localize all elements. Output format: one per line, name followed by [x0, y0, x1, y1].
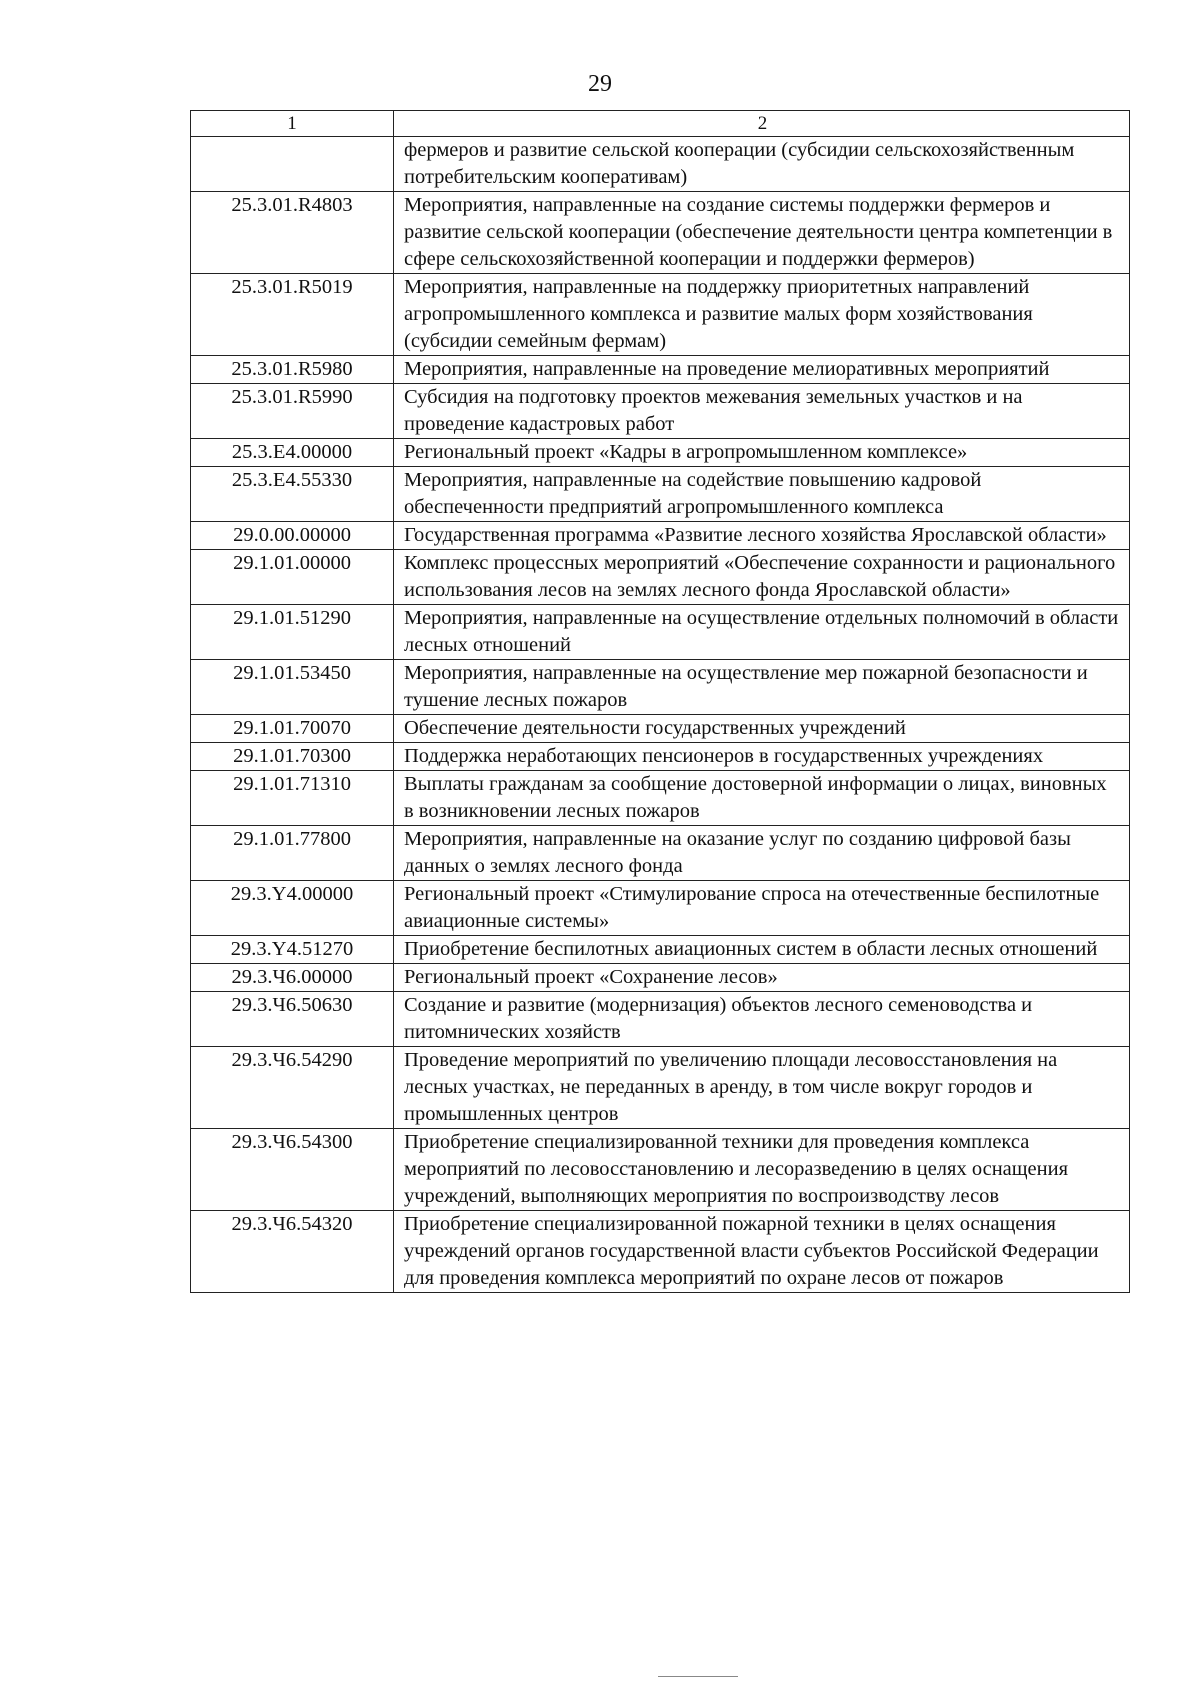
row-code: 25.3.01.R5990 [191, 384, 394, 439]
row-description: Мероприятия, направленные на создание системы поддержки фермеров и развитие сельской кооперации (обеспечение деятельности центра компетенции в сфере сельскохозяйственной кооперации и поддержки фермеров) [394, 192, 1130, 274]
row-description: Мероприятия, направленные на проведение мелиоративных мероприятий [394, 356, 1130, 384]
column-header-1: 1 [191, 111, 394, 137]
row-description: Выплаты гражданам за сообщение достоверной информации о лицах, виновных в возникновении лесных пожаров [394, 771, 1130, 826]
table-row [191, 356, 1130, 384]
row-code: 25.3.E4.00000 [191, 439, 394, 467]
table-row [191, 1047, 1130, 1129]
row-code: 25.3.01.R5980 [191, 356, 394, 384]
row-code: 29.1.01.51290 [191, 605, 394, 660]
table-row [191, 826, 1130, 881]
row-code: 29.1.01.70300 [191, 743, 394, 771]
column-header-2: 2 [394, 111, 1130, 137]
table-row [191, 550, 1130, 605]
page-number: 29 [588, 71, 612, 97]
row-description: Мероприятия, направленные на осуществление мер пожарной безопасности и тушение лесных пожаров [394, 660, 1130, 715]
row-description: Государственная программа «Развитие лесного хозяйства Ярославской области» [394, 522, 1130, 550]
row-code: 29.1.01.70070 [191, 715, 394, 743]
table-row [191, 771, 1130, 826]
row-code: 29.3.Ч6.50630 [191, 992, 394, 1047]
table-row [191, 384, 1130, 439]
table-row [191, 881, 1130, 936]
table-header-row [191, 111, 1130, 137]
table-row [191, 660, 1130, 715]
table-row [191, 715, 1130, 743]
row-code: 29.1.01.00000 [191, 550, 394, 605]
table-row [191, 743, 1130, 771]
row-description: Региональный проект «Сохранение лесов» [394, 964, 1130, 992]
row-description: Региональный проект «Стимулирование спроса на отечественные беспилотные авиационные системы» [394, 881, 1130, 936]
row-description: Создание и развитие (модернизация) объектов лесного семеноводства и питомнических хозяйств [394, 992, 1130, 1047]
row-code [191, 137, 394, 192]
row-code: 29.1.01.53450 [191, 660, 394, 715]
row-code: 25.3.E4.55330 [191, 467, 394, 522]
row-code: 29.3.Y4.00000 [191, 881, 394, 936]
row-description: Субсидия на подготовку проектов межевания земельных участков и на проведение кадастровых работ [394, 384, 1130, 439]
table-row [191, 137, 1130, 192]
row-code: 29.3.Ч6.54300 [191, 1129, 394, 1211]
scan-edge-mark [658, 1676, 738, 1677]
row-description: Региональный проект «Кадры в агропромышленном комплексе» [394, 439, 1130, 467]
table-row [191, 439, 1130, 467]
table-row [191, 992, 1130, 1047]
row-code: 29.0.00.00000 [191, 522, 394, 550]
table-row [191, 605, 1130, 660]
table-row [191, 522, 1130, 550]
row-description: Мероприятия, направленные на оказание услуг по созданию цифровой базы данных о землях лесного фонда [394, 826, 1130, 881]
row-description: фермеров и развитие сельской кооперации (субсидии сельскохозяйственным потребительским кооперативам) [394, 137, 1130, 192]
row-description: Приобретение специализированной техники для проведения комплекса мероприятий по лесовосстановлению и лесоразведению в целях оснащения учреждений, выполняющих мероприятия по воспроизводству лесов [394, 1129, 1130, 1211]
row-code: 25.3.01.R4803 [191, 192, 394, 274]
row-description: Комплекс процессных мероприятий «Обеспечение сохранности и рационального использования лесов на землях лесного фонда Ярославской области» [394, 550, 1130, 605]
table-row [191, 1211, 1130, 1293]
row-description: Приобретение специализированной пожарной техники в целях оснащения учреждений органов государственной власти субъектов Российской Федерации для проведения комплекса мероприятий по охране лесов от пожаров [394, 1211, 1130, 1293]
row-description: Мероприятия, направленные на осуществление отдельных полномочий в области лесных отношений [394, 605, 1130, 660]
row-description: Мероприятия, направленные на поддержку приоритетных направлений агропромышленного комплекса и развитие малых форм хозяйствования (субсидии семейным фермам) [394, 274, 1130, 356]
table-row [191, 964, 1130, 992]
row-description: Приобретение беспилотных авиационных систем в области лесных отношений [394, 936, 1130, 964]
row-code: 29.3.Ч6.54320 [191, 1211, 394, 1293]
row-code: 29.3.Y4.51270 [191, 936, 394, 964]
table-row [191, 467, 1130, 522]
row-code: 29.1.01.71310 [191, 771, 394, 826]
row-description: Мероприятия, направленные на содействие повышению кадровой обеспеченности предприятий агропромышленного комплекса [394, 467, 1130, 522]
table-row [191, 274, 1130, 356]
row-description: Обеспечение деятельности государственных учреждений [394, 715, 1130, 743]
row-description: Проведение мероприятий по увеличению площади лесовосстановления на лесных участках, не переданных в аренду, в том числе вокруг городов и промышленных центров [394, 1047, 1130, 1129]
row-code: 29.3.Ч6.54290 [191, 1047, 394, 1129]
table-row [191, 1129, 1130, 1211]
row-code: 25.3.01.R5019 [191, 274, 394, 356]
table-body [191, 111, 1130, 1293]
table-row [191, 192, 1130, 274]
row-code: 29.3.Ч6.00000 [191, 964, 394, 992]
row-description: Поддержка неработающих пенсионеров в государственных учреждениях [394, 743, 1130, 771]
table-row [191, 936, 1130, 964]
row-code: 29.1.01.77800 [191, 826, 394, 881]
budget-code-table [190, 110, 1130, 1293]
